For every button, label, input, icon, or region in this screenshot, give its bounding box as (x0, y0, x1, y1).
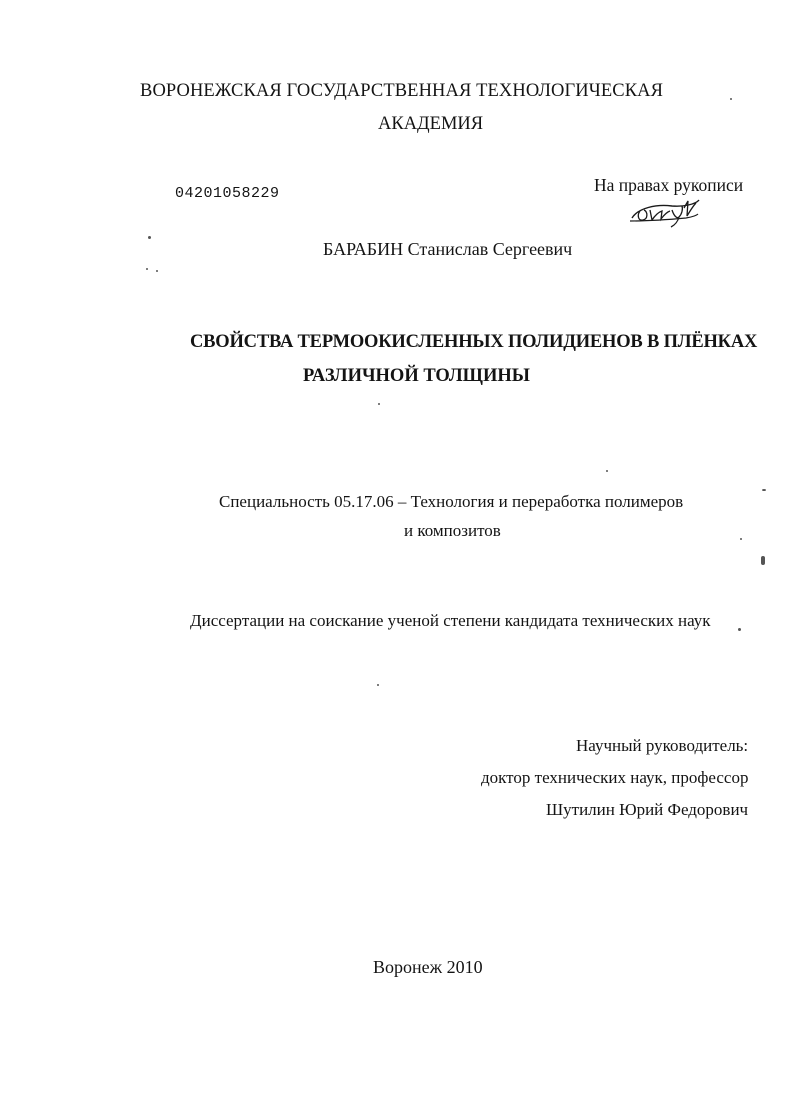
scan-speck (762, 489, 766, 491)
scan-speck (156, 270, 158, 272)
scan-speck (761, 556, 765, 565)
scan-speck (730, 98, 732, 100)
supervisor-degree: доктор технических наук, профессор (481, 768, 749, 787)
thesis-title-line1: СВОЙСТВА ТЕРМООКИСЛЕННЫХ ПОЛИДИЕНОВ В ПЛЁНКАХ (190, 332, 758, 352)
scan-speck (738, 628, 741, 631)
specialty-line2: и композитов (404, 521, 501, 540)
city-year: Воронеж 2010 (373, 957, 483, 977)
scan-speck (377, 684, 379, 686)
catalog-number: 04201058229 (175, 185, 280, 202)
supervisor-name: Шутилин Юрий Федорович (546, 800, 749, 819)
institution-name-line1: ВОРОНЕЖСКАЯ ГОСУДАРСТВЕННАЯ ТЕХНОЛОГИЧЕСКАЯ (140, 81, 664, 101)
scan-speck (606, 470, 608, 472)
scan-speck (378, 403, 380, 405)
supervisor-label: Научный руководитель: (576, 736, 749, 755)
scan-speck (148, 236, 151, 239)
dissertation-note: Диссертации на соискание ученой степени кандидата технических наук (190, 611, 711, 630)
thesis-title-line2: РАЗЛИЧНОЙ ТОЛЩИНЫ (303, 366, 530, 386)
handwritten-signature (626, 194, 702, 228)
author-name: БАРАБИН Станислав Сергеевич (323, 239, 573, 259)
specialty-line1: Специальность 05.17.06 – Технология и переработка полимеров (219, 492, 684, 511)
scan-speck (146, 268, 148, 270)
institution-name-line2: АКАДЕМИЯ (378, 114, 484, 134)
scan-speck (740, 538, 742, 540)
rights-note: На правах рукописи (594, 175, 744, 195)
